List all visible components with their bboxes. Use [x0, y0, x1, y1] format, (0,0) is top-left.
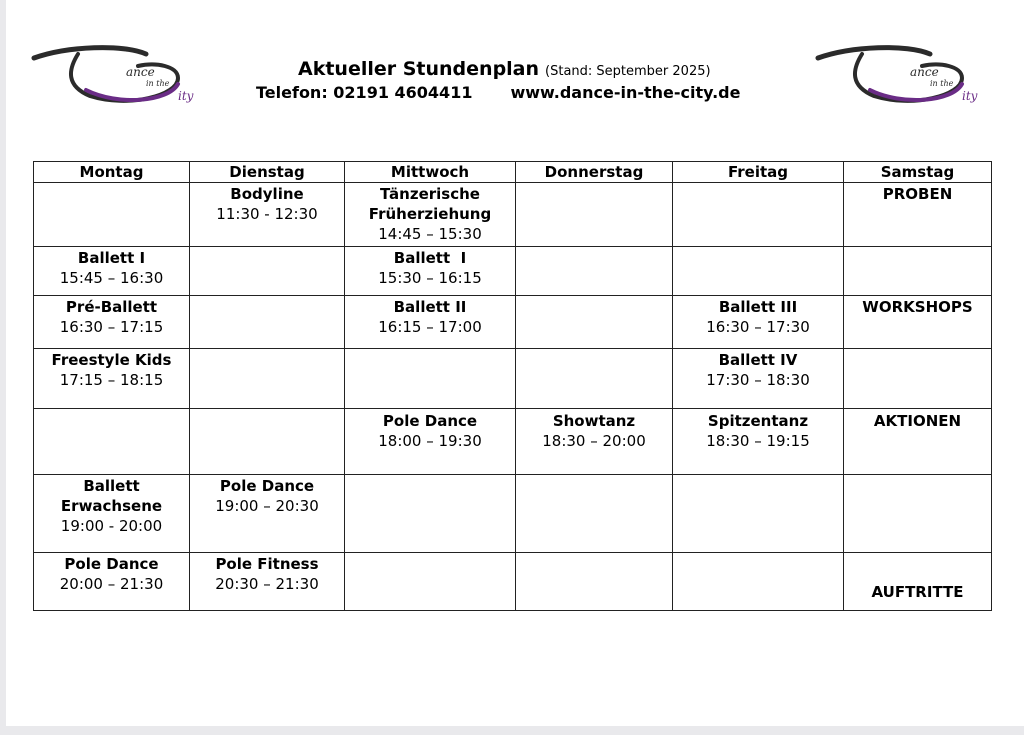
class-time: 18:30 – 19:15: [706, 432, 810, 450]
schedule-cell: [34, 183, 190, 247]
class-name: Ballett II: [393, 298, 467, 316]
schedule-cell: [673, 553, 844, 611]
phone-number: Telefon: 02191 4604411: [256, 83, 473, 102]
class-name: Freestyle Kids: [51, 351, 172, 369]
header-row: [34, 162, 992, 183]
stand-date: (Stand: September 2025): [545, 64, 711, 79]
table-row: [34, 409, 992, 475]
table-row: [34, 553, 992, 611]
saturday-label: [844, 349, 992, 409]
schedule-cell: [516, 409, 673, 475]
saturday-label: AKTIONEN: [844, 409, 992, 475]
saturday-label: AUFTRITTE: [844, 553, 992, 611]
class-name: Pré-Ballett: [65, 298, 158, 316]
table-row: [34, 183, 992, 247]
table-row: [34, 247, 992, 296]
logo-text-end: ity: [178, 89, 194, 103]
class-time: 16:15 – 17:00: [378, 318, 482, 336]
website-link[interactable]: www.dance-in-the-city.de: [510, 83, 741, 102]
table-row: [34, 349, 992, 409]
class-time: 18:30 – 20:00: [542, 432, 646, 450]
logo-text-small: in the: [146, 79, 170, 88]
table-row: [34, 475, 992, 553]
schedule-cell: [190, 409, 345, 475]
class-time: 11:30 - 12:30: [216, 205, 318, 223]
schedule-table: [33, 161, 992, 611]
schedule-cell: [345, 349, 516, 409]
saturday-label: [844, 247, 992, 296]
schedule-cell: [516, 553, 673, 611]
schedule-cell: [345, 296, 516, 349]
dance-in-the-city-logo: [28, 42, 218, 112]
schedule-cell: [516, 183, 673, 247]
schedule-cell: [190, 349, 345, 409]
schedule-cell: [516, 296, 673, 349]
day-header-samstag: Samstag: [844, 162, 992, 183]
schedule-cell: [345, 183, 516, 247]
day-header-donnerstag: Donnerstag: [516, 162, 673, 183]
schedule-cell: [34, 247, 190, 296]
class-time: 17:15 – 18:15: [59, 371, 164, 389]
class-time: 20:30 – 21:30: [215, 575, 319, 593]
schedule-cell: [190, 183, 345, 247]
class-name: Ballett I: [393, 249, 467, 267]
class-time: 15:30 – 16:15: [378, 269, 482, 287]
schedule-cell: [673, 247, 844, 296]
class-name: Pole Fitness: [215, 555, 319, 573]
day-header-montag: Montag: [34, 162, 190, 183]
schedule-cell: [345, 553, 516, 611]
class-name: Pole Dance: [64, 555, 159, 573]
saturday-label: PROBEN: [844, 183, 992, 247]
logo-text-main: ance: [910, 65, 939, 79]
schedule-cell: [34, 409, 190, 475]
schedule-cell: [516, 349, 673, 409]
page-title: Aktueller Stundenplan: [298, 58, 540, 80]
day-header-mittwoch: Mittwoch: [345, 162, 516, 183]
logo-text-end: ity: [962, 89, 978, 103]
schedule-cell: [190, 553, 345, 611]
class-name: Ballett Erwachsene: [60, 477, 163, 515]
schedule-cell: [345, 409, 516, 475]
logo-text-small: in the: [930, 79, 954, 88]
table-row: [34, 296, 992, 349]
dance-in-the-city-logo: [812, 42, 1002, 112]
schedule-cell: [190, 475, 345, 553]
schedule-cell: [34, 296, 190, 349]
schedule-cell: [516, 475, 673, 553]
class-time: 19:00 - 20:00: [60, 517, 163, 535]
schedule-sheet: [6, 0, 1024, 726]
contact-line: [256, 83, 740, 102]
class-time: 15:45 – 16:30: [59, 269, 164, 287]
class-name: Pole Dance: [382, 412, 478, 430]
schedule-cell: [190, 296, 345, 349]
class-time: 16:30 – 17:30: [706, 318, 810, 336]
schedule-cell: [34, 475, 190, 553]
schedule-cell: [516, 247, 673, 296]
day-header-freitag: Freitag: [673, 162, 844, 183]
title-line: [298, 58, 711, 80]
logo-text-main: ance: [126, 65, 155, 79]
class-name: Ballett I: [77, 249, 146, 267]
class-time: 18:00 – 19:30: [378, 432, 482, 450]
schedule-cell: [345, 475, 516, 553]
schedule-cell: [673, 475, 844, 553]
class-name: Tänzerische Früherziehung: [368, 185, 492, 223]
saturday-label: WORKSHOPS: [844, 296, 992, 349]
schedule-cell: [34, 349, 190, 409]
class-name: Showtanz: [552, 412, 636, 430]
schedule-cell: [673, 183, 844, 247]
class-name: Ballett IV: [718, 351, 798, 369]
class-time: 19:00 – 20:30: [215, 497, 319, 515]
class-name: Pole Dance: [219, 477, 315, 495]
saturday-label: [844, 475, 992, 553]
class-time: 17:30 – 18:30: [706, 371, 810, 389]
day-header-dienstag: Dienstag: [190, 162, 345, 183]
schedule-cell: [34, 553, 190, 611]
class-time: 14:45 – 15:30: [378, 225, 482, 243]
class-name: Ballett III: [718, 298, 798, 316]
schedule-cell: [345, 247, 516, 296]
schedule-cell: [673, 409, 844, 475]
schedule-cell: [673, 349, 844, 409]
schedule-cell: [190, 247, 345, 296]
class-name: Spitzentanz: [707, 412, 809, 430]
class-time: 16:30 – 17:15: [59, 318, 164, 336]
schedule-cell: [673, 296, 844, 349]
class-time: 20:00 – 21:30: [59, 575, 164, 593]
class-name: Bodyline: [230, 185, 304, 203]
